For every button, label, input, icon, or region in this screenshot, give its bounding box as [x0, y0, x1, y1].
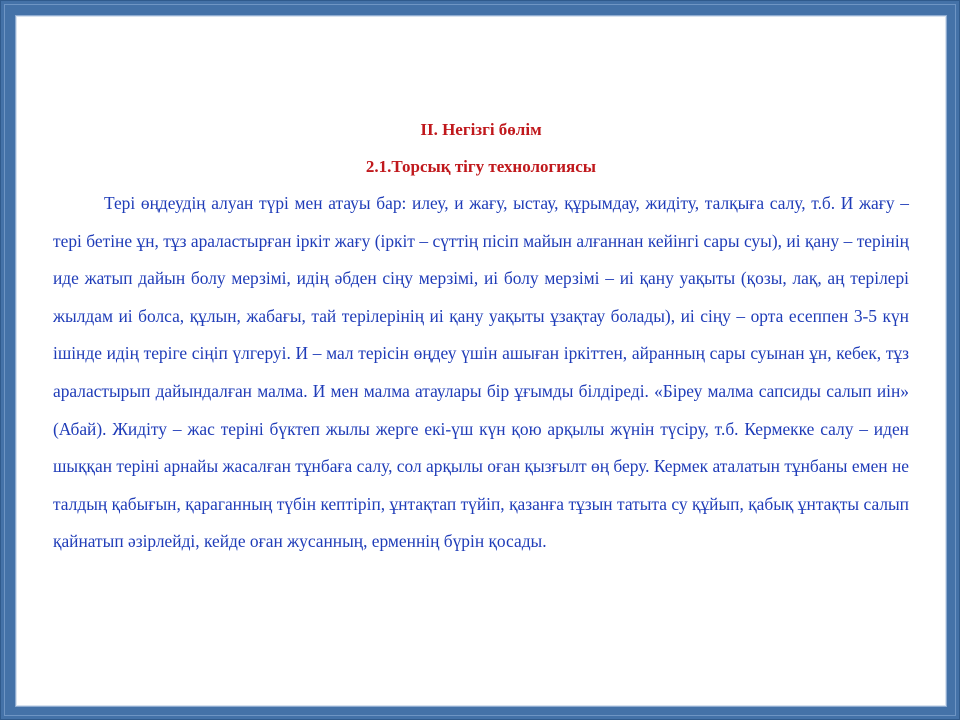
slide-content: [53, 111, 909, 561]
subsection-heading: 2.1.Торсық тігу технологиясы: [365, 157, 597, 176]
slide-page: [15, 15, 947, 707]
body-paragraph: Тері өңдеудің алуан түрі мен атауы бар: илеу, и жағу, ыстау, құрымдау, жидіту, талқыға салу, т.б. И жағу – тері бетіне ұн, тұз араластырған іркіт жағу (іркіт – сүттің пісіп майын алғаннан кейінгі сары суы), иі қану – терінің иде жатып дайын болу мерзімі, идің әбден сіңу мерзімі, иі болу мерзімі – иі қану уақыты (қозы, лақ, аң терілері жылдам иі болса, құлын, жабағы, тай терілерінің иі қану уақыты ұзақтау болады), иі сіңу – орта есеппен 3-5 күн ішінде идің теріге сіңіп үлгеруі. И – мал терісін өңдеу үшін ашыған іркіттен, айранның сары суынан ұн, кебек, тұз араластырып дайындалған малма. И мен малма атаулары бір ұғымды білдіреді. «Біреу малма сапсиды салып иін» (Абай). Жидіту – жас теріні бүктеп жылы жерге екі-үш күн қою арқылы жүнін түсіру, т.б. Кермекке салу – иден шыққан теріні арнайы жасалған тұнбаға салу, сол арқылы оған қызғылт өң беру. Кермек аталатын тұнбаны емен не талдың қабығын, қараганның түбін кептіріп, ұнтақтап түйіп, қазанға тұзын татыта су құйып, қабық ұнтақты салып қайнатып әзірлейді, кейде оған жусанның, ерменнің бүрін қосады.: [53, 193, 909, 552]
section-heading: II. Негізгі бөлім: [420, 120, 542, 139]
